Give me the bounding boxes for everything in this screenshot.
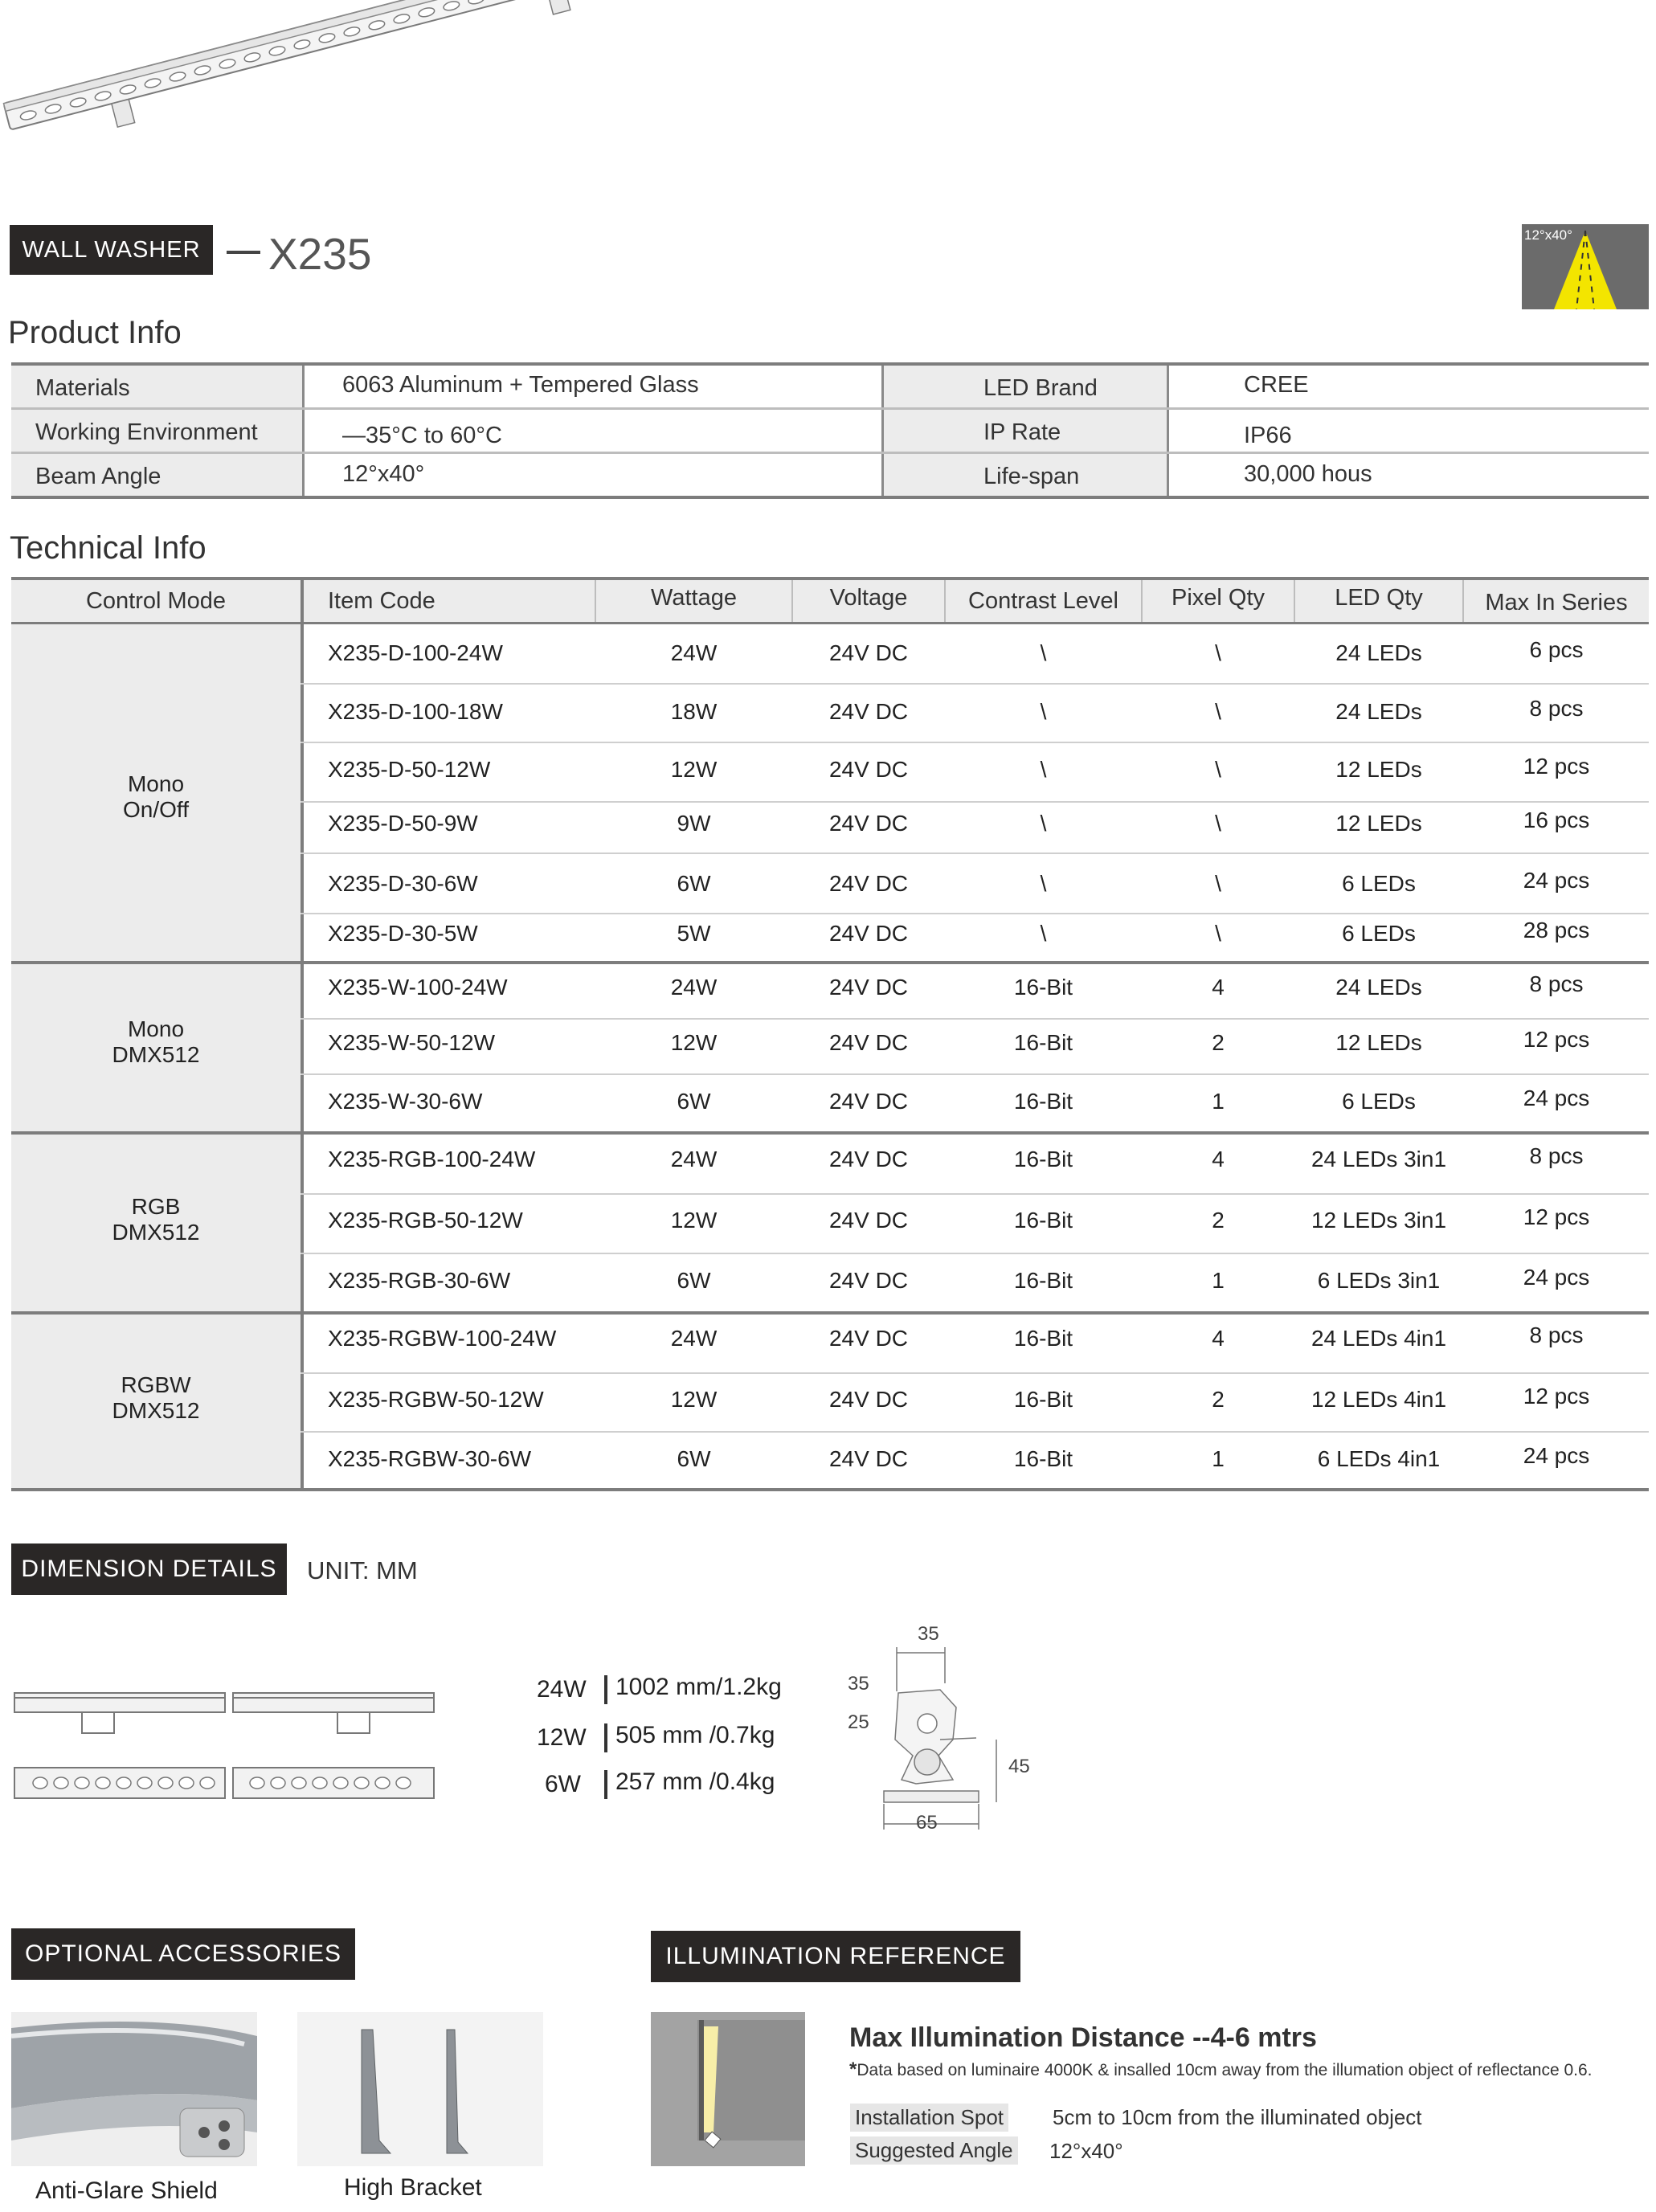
- mode-line: On/Off: [123, 797, 189, 822]
- wall-washer-product-image: [0, 0, 659, 161]
- pixel-qty-cell: \: [1215, 811, 1221, 836]
- pixel-qty-cell: 2: [1212, 1030, 1225, 1055]
- wattage-cell: 6W: [677, 1089, 711, 1114]
- item-code-cell: X235-RGB-100-24W: [328, 1147, 536, 1171]
- group-divider: [11, 1131, 1649, 1135]
- item-code-cell: X235-W-50-12W: [328, 1030, 496, 1055]
- technical-info-title: Technical Info: [10, 530, 206, 566]
- col-header: Voltage: [829, 585, 908, 611]
- dim-label-left-upper: 35: [848, 1673, 869, 1695]
- voltage-cell: 24V DC: [828, 975, 909, 1000]
- dimension-tag: DIMENSION DETAILS: [11, 1543, 287, 1595]
- pi-value: 12°x40°: [342, 461, 425, 487]
- col-header: LED Qty: [1335, 585, 1423, 611]
- wattage-cell: 6W: [677, 1268, 711, 1293]
- item-code-cell: X235-RGB-30-6W: [328, 1268, 511, 1293]
- wattage-cell: 24W: [670, 1147, 718, 1171]
- led-qty-cell: 6 LEDs: [1342, 921, 1416, 946]
- wattage-cell: 6W: [677, 1446, 711, 1471]
- wattage-cell: 5W: [677, 921, 711, 946]
- max-series-cell: 24 pcs: [1523, 1265, 1590, 1290]
- led-qty-cell: 12 LEDs 3in1: [1310, 1208, 1447, 1233]
- col-header: Item Code: [328, 588, 435, 614]
- voltage-cell: 24V DC: [828, 1446, 909, 1471]
- mode-line: Mono: [127, 1016, 185, 1041]
- max-series-cell: 8 pcs: [1529, 1323, 1584, 1347]
- control-mode-label: [11, 1372, 301, 1424]
- contrast-cell: 16-Bit: [1013, 1446, 1073, 1471]
- group-divider: [11, 961, 1649, 964]
- led-qty-cell: 12 LEDs: [1335, 811, 1422, 836]
- contrast-cell: 16-Bit: [1013, 1208, 1073, 1233]
- voltage-cell: 24V DC: [828, 1208, 909, 1233]
- row-divider: [301, 1253, 1649, 1254]
- mode-line: Mono: [127, 771, 185, 796]
- voltage-cell: 24V DC: [828, 1147, 909, 1171]
- row-divider: [301, 1431, 1649, 1433]
- tech-mode-divider: [301, 580, 304, 1489]
- pi-value: 30,000 hous: [1244, 461, 1372, 487]
- led-qty-cell: 6 LEDs: [1342, 1089, 1416, 1114]
- beam-angle-icon: [1522, 224, 1649, 309]
- pixel-qty-cell: 2: [1212, 1387, 1225, 1412]
- row-divider: [301, 1073, 1649, 1075]
- control-mode-label: [11, 771, 301, 823]
- max-series-cell: 8 pcs: [1529, 971, 1584, 996]
- unit-label: UNIT: MM: [307, 1556, 418, 1584]
- item-code-cell: X235-D-30-5W: [328, 921, 478, 946]
- led-qty-cell: 6 LEDs: [1342, 871, 1416, 896]
- pi-label: LED Brand: [983, 375, 1098, 401]
- shield-icon: [11, 2012, 257, 2166]
- max-series-cell: 12 pcs: [1523, 1204, 1590, 1229]
- col-header: Max In Series: [1485, 590, 1628, 615]
- contrast-cell: 16-Bit: [1013, 975, 1073, 1000]
- pi-value: 6063 Aluminum + Tempered Glass: [342, 372, 699, 398]
- contrast-cell: \: [1040, 811, 1047, 836]
- row-divider: [301, 1193, 1649, 1195]
- item-code-cell: X235-D-100-24W: [328, 640, 503, 665]
- row-divider: [301, 742, 1649, 743]
- contrast-cell: 16-Bit: [1013, 1387, 1073, 1412]
- row-divider: [301, 801, 1649, 803]
- max-series-cell: 12 pcs: [1523, 1027, 1590, 1052]
- led-qty-cell: 6 LEDs 4in1: [1317, 1446, 1441, 1471]
- contrast-cell: 16-Bit: [1013, 1030, 1073, 1055]
- pi-value: —35°C to 60°C: [342, 423, 502, 448]
- accessory-name: Anti-Glare Shield: [35, 2177, 218, 2204]
- angle-label: Suggested Angle: [850, 2136, 1018, 2165]
- dim-label-bottom: 65: [916, 1812, 938, 1834]
- led-qty-cell: 24 LEDs: [1335, 975, 1422, 1000]
- item-code-cell: X235-W-30-6W: [328, 1089, 483, 1114]
- category-tag: WALL WASHER: [10, 225, 213, 275]
- contrast-cell: \: [1040, 757, 1047, 782]
- dim-label-left-lower: 25: [848, 1711, 869, 1733]
- max-series-cell: 24 pcs: [1523, 868, 1590, 893]
- wattage-cell: 6W: [677, 871, 711, 896]
- led-qty-cell: 12 LEDs 4in1: [1310, 1387, 1447, 1412]
- col-header: Wattage: [651, 585, 737, 611]
- dim-label-right: 45: [1008, 1756, 1030, 1777]
- max-series-cell: 24 pcs: [1523, 1086, 1590, 1110]
- group-divider: [11, 1488, 1649, 1491]
- led-qty-cell: 24 LEDs: [1335, 699, 1422, 724]
- item-code-cell: X235-D-50-12W: [328, 757, 491, 782]
- wattage-cell: 12W: [670, 757, 718, 782]
- note-text: Data based on luminaire 4000K & insalled 10cm away from the illumation object of reflectance 0.6.: [857, 2061, 1593, 2079]
- spec-watt: 24W: [537, 1676, 587, 1703]
- mode-line: DMX512: [112, 1042, 200, 1067]
- led-qty-cell: 12 LEDs: [1335, 1030, 1422, 1055]
- installation-value: 5cm to 10cm from the illuminated object: [1053, 2105, 1422, 2129]
- voltage-cell: 24V DC: [828, 1326, 909, 1351]
- control-mode-label: [11, 1194, 301, 1245]
- beam-badge-label: 12°x40°: [1524, 227, 1572, 243]
- voltage-cell: 24V DC: [828, 640, 909, 665]
- pixel-qty-cell: 2: [1212, 1208, 1225, 1233]
- illumination-diagram: [651, 2012, 805, 2166]
- item-code-cell: X235-RGBW-30-6W: [328, 1446, 532, 1471]
- led-qty-cell: 12 LEDs: [1335, 757, 1422, 782]
- illumination-note: [849, 2059, 1593, 2081]
- spec-bar: [604, 1675, 607, 1704]
- accessory-name: High Bracket: [344, 2174, 482, 2201]
- max-series-cell: 16 pcs: [1523, 808, 1590, 832]
- voltage-cell: 24V DC: [828, 1089, 909, 1114]
- pixel-qty-cell: \: [1215, 699, 1221, 724]
- dim-label-top: 35: [918, 1623, 939, 1645]
- voltage-cell: 24V DC: [828, 871, 909, 896]
- contrast-cell: \: [1040, 640, 1047, 665]
- cross-section-drawing: [836, 1619, 1045, 1852]
- led-qty-cell: 24 LEDs 4in1: [1310, 1326, 1447, 1351]
- pixel-qty-cell: 4: [1212, 1326, 1225, 1351]
- contrast-cell: 16-Bit: [1013, 1268, 1073, 1293]
- pi-value: IP66: [1244, 423, 1292, 448]
- max-series-cell: 8 pcs: [1529, 696, 1584, 721]
- pi-row: [11, 366, 1649, 410]
- pixel-qty-cell: \: [1215, 921, 1221, 946]
- row-divider: [301, 683, 1649, 685]
- item-code-cell: X235-D-30-6W: [328, 871, 478, 896]
- note-asterisk: *: [849, 2059, 857, 2080]
- col-header: Pixel Qty: [1171, 585, 1266, 611]
- pixel-qty-cell: 4: [1212, 1147, 1225, 1171]
- row-divider: [301, 913, 1649, 914]
- spec-bar: [604, 1723, 607, 1752]
- spec-value: 1002 mm/1.2kg: [615, 1674, 782, 1700]
- installation-label: Installation Spot: [850, 2104, 1008, 2132]
- wattage-cell: 9W: [677, 811, 711, 836]
- spec-value: 257 mm /0.4kg: [615, 1768, 775, 1795]
- spec-value: 505 mm /0.7kg: [615, 1722, 775, 1748]
- bracket-icon: [297, 2012, 543, 2166]
- illumination-headline: Max Illumination Distance --4-6 mtrs: [849, 2022, 1317, 2053]
- pixel-qty-cell: 1: [1212, 1089, 1225, 1114]
- mode-line: DMX512: [112, 1220, 200, 1245]
- spec-watt: 12W: [537, 1724, 587, 1751]
- group-divider: [11, 1311, 1649, 1315]
- item-code-cell: X235-RGBW-50-12W: [328, 1387, 544, 1412]
- voltage-cell: 24V DC: [828, 921, 909, 946]
- contrast-cell: 16-Bit: [1013, 1147, 1073, 1171]
- pixel-qty-cell: 1: [1212, 1446, 1225, 1471]
- item-code-cell: X235-W-100-24W: [328, 975, 508, 1000]
- contrast-cell: \: [1040, 699, 1047, 724]
- row-divider: [301, 1018, 1649, 1020]
- row-divider: [301, 1372, 1649, 1374]
- wattage-cell: 24W: [670, 640, 718, 665]
- control-mode-label: [11, 1016, 301, 1068]
- max-series-cell: 6 pcs: [1529, 637, 1584, 662]
- pi-label: Beam Angle: [35, 464, 162, 489]
- mode-line: DMX512: [112, 1398, 200, 1423]
- wattage-cell: 24W: [670, 975, 718, 1000]
- pi-label: Working Environment: [35, 419, 258, 445]
- pixel-qty-cell: \: [1215, 871, 1221, 896]
- pixel-qty-cell: \: [1215, 757, 1221, 782]
- wattage-cell: 12W: [670, 1208, 718, 1233]
- mode-line: RGBW: [121, 1372, 191, 1397]
- max-series-cell: 28 pcs: [1523, 918, 1590, 942]
- col-header: Contrast Level: [968, 588, 1118, 614]
- spec-watt: 6W: [545, 1771, 581, 1797]
- pi-label: Life-span: [983, 464, 1080, 489]
- fixture-drawing: [8, 1683, 442, 1804]
- max-series-cell: 12 pcs: [1523, 1384, 1590, 1409]
- illumination-tag: ILLUMINATION REFERENCE: [651, 1931, 1020, 1982]
- item-code-cell: X235-RGBW-100-24W: [328, 1326, 557, 1351]
- voltage-cell: 24V DC: [828, 757, 909, 782]
- model-title: X235: [268, 229, 372, 279]
- spec-bar: [604, 1770, 607, 1799]
- accessories-tag: OPTIONAL ACCESSORIES: [11, 1928, 355, 1980]
- title-dash: [227, 251, 260, 254]
- led-qty-cell: 6 LEDs 3in1: [1317, 1268, 1441, 1293]
- max-series-cell: 12 pcs: [1523, 754, 1590, 779]
- voltage-cell: 24V DC: [828, 1387, 909, 1412]
- contrast-cell: \: [1040, 921, 1047, 946]
- item-code-cell: X235-RGB-50-12W: [328, 1208, 523, 1233]
- max-series-cell: 8 pcs: [1529, 1143, 1584, 1168]
- row-divider: [301, 852, 1649, 854]
- item-code-cell: X235-D-50-9W: [328, 811, 478, 836]
- led-qty-cell: 24 LEDs 3in1: [1310, 1147, 1447, 1171]
- mode-line: RGB: [131, 1194, 181, 1219]
- wattage-cell: 12W: [670, 1030, 718, 1055]
- pi-value: CREE: [1244, 372, 1309, 398]
- item-code-cell: X235-D-100-18W: [328, 699, 503, 724]
- pi-label: Materials: [35, 375, 130, 401]
- voltage-cell: 24V DC: [828, 1030, 909, 1055]
- pi-row: [11, 454, 1649, 499]
- wattage-cell: 12W: [670, 1387, 718, 1412]
- pixel-qty-cell: 4: [1212, 975, 1225, 1000]
- pixel-qty-cell: \: [1215, 640, 1221, 665]
- pixel-qty-cell: 1: [1212, 1268, 1225, 1293]
- led-qty-cell: 24 LEDs: [1335, 640, 1422, 665]
- contrast-cell: 16-Bit: [1013, 1089, 1073, 1114]
- wattage-cell: 18W: [670, 699, 718, 724]
- voltage-cell: 24V DC: [828, 1268, 909, 1293]
- col-header: Control Mode: [85, 588, 227, 614]
- voltage-cell: 24V DC: [828, 699, 909, 724]
- angle-value: 12°x40°: [1049, 2139, 1123, 2163]
- voltage-cell: 24V DC: [828, 811, 909, 836]
- contrast-cell: 16-Bit: [1013, 1326, 1073, 1351]
- pi-label: IP Rate: [983, 419, 1061, 445]
- wattage-cell: 24W: [670, 1326, 718, 1351]
- max-series-cell: 24 pcs: [1523, 1443, 1590, 1468]
- product-info-title: Product Info: [8, 315, 182, 350]
- contrast-cell: \: [1040, 871, 1047, 896]
